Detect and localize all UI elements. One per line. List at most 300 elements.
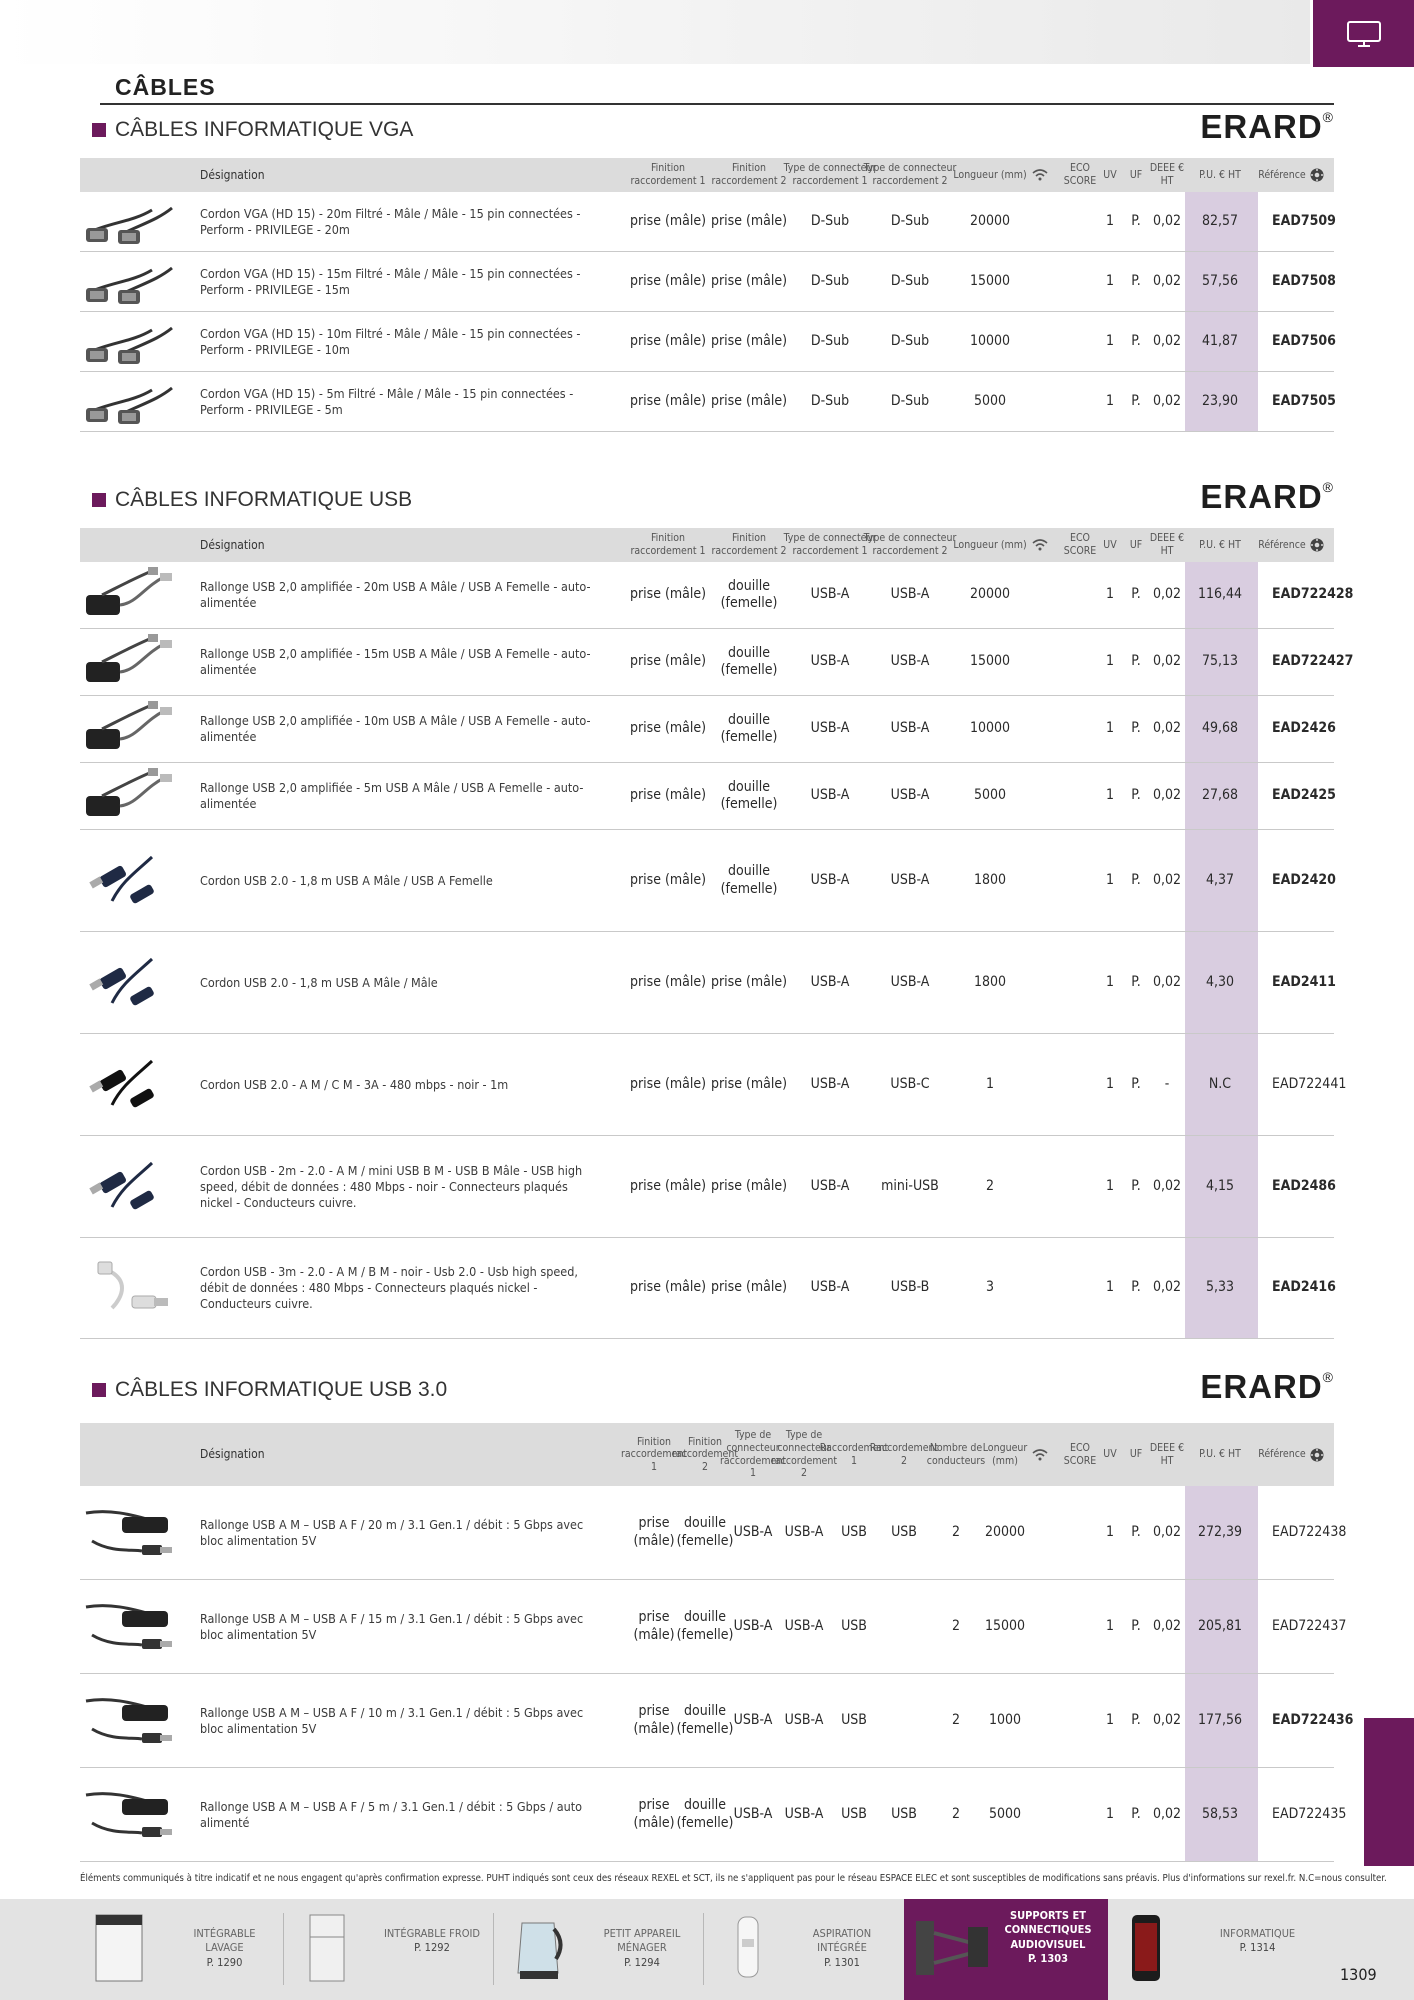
column-header: DEEE € HT xyxy=(1149,532,1185,557)
brand-logo xyxy=(1200,478,1334,516)
cell-uf: P. xyxy=(1131,1805,1141,1822)
cell-f1: prise (mâle) xyxy=(629,1075,707,1092)
cell-t2: USB-A xyxy=(890,586,930,603)
cell-f1: prise (mâle) xyxy=(629,272,707,289)
cell-t2: USB-A xyxy=(890,653,930,670)
cell-designation: Cordon USB 2.0 - A M / C M - 3A - 480 mbps - noir - 1m xyxy=(200,1076,509,1092)
cell-r2: USB xyxy=(891,1523,917,1540)
cell-len: 3 xyxy=(985,1279,994,1296)
cell-f2: prise (mâle) xyxy=(710,1075,788,1092)
section-marker xyxy=(92,493,106,507)
kettle-icon xyxy=(514,1913,566,1985)
cell-f1: prise (mâle) xyxy=(633,1703,675,1737)
cell-uf: P. xyxy=(1131,973,1141,990)
column-header: Finition raccordement 2 xyxy=(671,1435,739,1473)
cell-ref: EAD722441 xyxy=(1272,1075,1347,1092)
cell-f1: prise (mâle) xyxy=(629,392,707,409)
section-title-text: CÂBLES INFORMATIQUE USB 3.0 xyxy=(115,1378,448,1401)
section-title xyxy=(92,488,412,512)
product-image xyxy=(80,696,180,762)
cable-thumbnail xyxy=(82,1785,178,1845)
cable-thumbnail xyxy=(82,766,178,826)
cell-t1: USB-A xyxy=(810,720,850,737)
section-1 xyxy=(80,110,1334,432)
cell-price: 4,37 xyxy=(1205,871,1235,888)
column-header: UF xyxy=(1129,1448,1143,1461)
cell-price: N.C xyxy=(1208,1075,1232,1092)
column-header: Désignation xyxy=(200,1447,265,1462)
cable-thumbnail xyxy=(82,1258,178,1318)
table-row[interactable] xyxy=(80,312,1334,372)
cell-t2: USB-A xyxy=(890,720,930,737)
phone-icon xyxy=(1122,1913,1174,1985)
cell-f2: douille (femelle) xyxy=(720,644,778,678)
cell-uv: 1 xyxy=(1105,787,1114,804)
column-header: Finition raccordement 2 xyxy=(711,162,787,187)
cell-deee: 0,02 xyxy=(1152,1177,1182,1194)
table-header xyxy=(80,1423,1334,1486)
cable-thumbnail xyxy=(82,252,178,312)
cable-thumbnail xyxy=(82,1157,178,1217)
category-tab[interactable] xyxy=(1313,0,1414,67)
wifi-icon xyxy=(1020,528,1060,562)
cell-t1: USB-A xyxy=(733,1805,773,1822)
table-row[interactable] xyxy=(80,696,1334,763)
brand-logo xyxy=(1200,108,1334,146)
table-row[interactable] xyxy=(80,1136,1334,1238)
nav-item-title: SUPPORTS ET CONNECTIQUES AUDIOVISUEL xyxy=(1004,1909,1092,1951)
nav-item-6[interactable] xyxy=(1108,1899,1318,2000)
nav-item-title: INTÉGRABLE LAVAGE xyxy=(193,1927,256,1955)
product-image xyxy=(80,562,180,628)
cell-ref: EAD7506 xyxy=(1272,332,1336,349)
cell-t2: USB-A xyxy=(784,1711,824,1728)
cell-designation: Rallonge USB A M – USB A F / 20 m / 3.1 Gen.1 / débit : 5 Gbps avec bloc alimentation 5V xyxy=(200,1516,584,1548)
cell-price: 23,90 xyxy=(1201,392,1239,409)
cell-f1: prise (mâle) xyxy=(629,720,707,737)
brand-name: ERARD xyxy=(1200,108,1323,145)
column-header: Type de connecteur raccordement 1 xyxy=(783,162,877,187)
cell-f1: prise (mâle) xyxy=(629,586,707,603)
cell-deee: 0,02 xyxy=(1152,1617,1182,1634)
cell-t1: USB-A xyxy=(810,586,850,603)
cell-f2: prise (mâle) xyxy=(710,272,788,289)
column-header: Finition raccordement 1 xyxy=(630,532,706,557)
section-header xyxy=(80,480,1334,520)
cell-deee: - xyxy=(1164,1075,1170,1092)
nav-item-2[interactable] xyxy=(290,1899,490,2000)
section-3 xyxy=(80,1368,1354,1862)
cell-deee: 0,02 xyxy=(1152,332,1182,349)
nav-item-page: P. 1290 xyxy=(206,1955,243,1969)
cell-price: 5,33 xyxy=(1205,1279,1235,1296)
product-image xyxy=(80,252,180,311)
cable-thumbnail xyxy=(82,1691,178,1751)
cell-t2: D-Sub xyxy=(890,272,930,289)
cell-uf: P. xyxy=(1131,272,1141,289)
product-image xyxy=(80,1238,180,1338)
cell-f1: prise (mâle) xyxy=(629,332,707,349)
cell-len: 5000 xyxy=(988,1805,1022,1822)
brand-registered-mark: ® xyxy=(1322,479,1334,495)
table-row[interactable] xyxy=(80,1238,1334,1339)
cell-designation: Rallonge USB 2,0 amplifiée - 15m USB A Mâle / USB A Femelle - auto-alimentée xyxy=(200,646,591,677)
cell-uv: 1 xyxy=(1105,1711,1114,1728)
gear-icon xyxy=(1300,528,1334,562)
cell-designation: Rallonge USB A M – USB A F / 5 m / 3.1 Gen.1 / débit : 5 Gbps / auto alimenté xyxy=(200,1798,582,1830)
section-title-text: CÂBLES INFORMATIQUE VGA xyxy=(115,118,414,141)
cell-uv: 1 xyxy=(1105,586,1114,603)
cell-ref: EAD722427 xyxy=(1272,653,1354,670)
table-row[interactable] xyxy=(80,1486,1347,1580)
cell-len: 20000 xyxy=(984,1523,1026,1540)
column-header: Désignation xyxy=(200,167,265,182)
product-image xyxy=(80,932,180,1033)
column-header: P.U. € HT xyxy=(1199,168,1241,181)
table-header xyxy=(80,528,1334,562)
cell-designation: Cordon VGA (HD 15) - 10m Filtré - Mâle / Mâle - 15 pin connectées - Perform - PRIVILEGE - 10m xyxy=(200,325,581,357)
cell-f2: douille (femelle) xyxy=(676,1609,734,1643)
cell-uf: P. xyxy=(1131,1177,1141,1194)
cell-len: 5000 xyxy=(973,392,1007,409)
cell-f1: prise (mâle) xyxy=(633,1797,675,1831)
cell-len: 1800 xyxy=(973,973,1007,990)
cell-len: 1 xyxy=(985,1075,994,1092)
cell-deee: 0,02 xyxy=(1152,720,1182,737)
cell-f2: prise (mâle) xyxy=(710,212,788,229)
cell-ref: EAD2486 xyxy=(1272,1177,1336,1194)
section-marker xyxy=(92,1383,106,1397)
cell-f2: prise (mâle) xyxy=(710,1279,788,1296)
cell-deee: 0,02 xyxy=(1152,787,1182,804)
nav-item-page: P. 1303 xyxy=(1028,1951,1068,1965)
cell-uv: 1 xyxy=(1105,1523,1114,1540)
gear-icon xyxy=(1300,158,1334,192)
cell-len: 2 xyxy=(985,1177,994,1194)
section-header xyxy=(80,1370,1334,1410)
nav-separator xyxy=(283,1913,284,1985)
cell-f1: prise (mâle) xyxy=(629,212,707,229)
cell-deee: 0,02 xyxy=(1152,871,1182,888)
column-header: Finition raccordement 1 xyxy=(630,162,706,187)
cell-price: 4,15 xyxy=(1205,1177,1235,1194)
cell-len: 20000 xyxy=(969,586,1011,603)
cell-t1: USB-A xyxy=(810,973,850,990)
cell-f2: douille (femelle) xyxy=(720,711,778,745)
cell-ref: EAD722428 xyxy=(1272,586,1354,603)
table-row[interactable] xyxy=(80,763,1334,830)
cell-uf: P. xyxy=(1131,586,1141,603)
nav-item-4[interactable] xyxy=(710,1899,900,2000)
nav-separator xyxy=(493,1913,494,1985)
table-row[interactable] xyxy=(80,1674,1354,1768)
cell-uf: P. xyxy=(1131,332,1141,349)
side-tab[interactable] xyxy=(1364,1718,1414,1866)
table-row[interactable] xyxy=(80,932,1334,1034)
cell-t2: D-Sub xyxy=(890,332,930,349)
column-header: UV xyxy=(1103,168,1117,181)
cell-uv: 1 xyxy=(1105,653,1114,670)
cell-t1: D-Sub xyxy=(810,272,850,289)
bottom-navigation xyxy=(0,1899,1414,2000)
cell-ref: EAD2420 xyxy=(1272,871,1336,888)
cell-t1: USB-A xyxy=(810,653,850,670)
product-image xyxy=(80,192,180,251)
cell-uf: P. xyxy=(1131,1711,1141,1728)
cell-len: 10000 xyxy=(969,720,1011,737)
cell-f2: prise (mâle) xyxy=(710,332,788,349)
nav-item-title: PETIT APPAREIL MÉNAGER xyxy=(603,1927,681,1955)
column-header: Référence xyxy=(1258,168,1306,181)
disclaimer-text: Éléments communiqués à titre indicatif et ne nous engagent qu'après confirmation expresse. PUHT indiqués sont ceux des réseaux REXEL et SCT, ils ne s'appliquent pas pour le réseau ESPACE ELEC et sont susceptibles de modifications sans préavis. Plus d'informations sur rexel.fr. N.C=nous consulter. xyxy=(80,1873,1387,1884)
cell-t2: USB-A xyxy=(784,1617,824,1634)
cell-len: 10000 xyxy=(969,332,1011,349)
wifi-icon xyxy=(1020,1423,1060,1486)
column-header: P.U. € HT xyxy=(1199,538,1241,551)
cell-ref: EAD7509 xyxy=(1272,212,1336,229)
cell-designation: Cordon USB 2.0 - 1,8 m USB A Mâle / Mâle xyxy=(200,974,438,990)
cell-f1: prise (mâle) xyxy=(633,1609,675,1643)
cell-t2: mini-USB xyxy=(881,1177,939,1194)
gear-icon xyxy=(1300,1423,1334,1486)
nav-item-title: INFORMATIQUE xyxy=(1219,1927,1296,1940)
column-header: UV xyxy=(1103,538,1117,551)
column-header: Nombre de conducteurs xyxy=(926,1441,986,1467)
cell-uv: 1 xyxy=(1105,1279,1114,1296)
cell-f2: prise (mâle) xyxy=(710,392,788,409)
page-number: 1309 xyxy=(1340,1965,1377,1984)
cable-thumbnail xyxy=(82,565,178,625)
cell-len: 15000 xyxy=(984,1617,1026,1634)
nav-item-5[interactable] xyxy=(904,1899,1108,2000)
column-header: Raccordement 2 xyxy=(869,1441,939,1467)
cell-t1: D-Sub xyxy=(810,212,850,229)
table-row[interactable] xyxy=(80,830,1334,932)
nav-item-page: P. 1294 xyxy=(624,1955,660,1969)
cable-thumbnail xyxy=(82,1503,178,1563)
cell-f2: douille (femelle) xyxy=(676,1515,734,1549)
cell-len: 1800 xyxy=(973,871,1007,888)
cell-price: 82,57 xyxy=(1201,212,1239,229)
cell-f2: douille (femelle) xyxy=(720,863,778,897)
dishwasher-icon xyxy=(94,1913,146,1985)
monitor-icon xyxy=(1346,20,1382,48)
nav-item-label xyxy=(994,1909,1102,1966)
column-header: UF xyxy=(1129,168,1143,181)
column-header: Référence xyxy=(1258,1448,1306,1461)
cell-len: 5000 xyxy=(973,787,1007,804)
column-header: Longueur (mm) xyxy=(953,538,1027,551)
cell-f1: prise (mâle) xyxy=(629,1279,707,1296)
column-header: Référence xyxy=(1258,538,1306,551)
tv-mount-icon xyxy=(912,1913,992,1985)
cell-uv: 1 xyxy=(1105,392,1114,409)
table-row[interactable] xyxy=(80,1580,1347,1674)
section-marker xyxy=(92,123,106,137)
section-header xyxy=(80,110,1334,150)
cell-f1: prise (mâle) xyxy=(629,653,707,670)
table-row[interactable] xyxy=(80,372,1334,432)
product-image xyxy=(80,830,180,931)
cell-uf: P. xyxy=(1131,1617,1141,1634)
nav-item-1[interactable] xyxy=(80,1899,280,2000)
brand-name: ERARD xyxy=(1200,1368,1323,1405)
cell-r1: USB xyxy=(841,1617,867,1634)
column-header: P.U. € HT xyxy=(1199,1448,1241,1461)
cell-t1: D-Sub xyxy=(810,392,850,409)
cell-deee: 0,02 xyxy=(1152,1523,1182,1540)
cell-f2: douille (femelle) xyxy=(720,778,778,812)
cable-thumbnail xyxy=(82,372,178,432)
cell-deee: 0,02 xyxy=(1152,1805,1182,1822)
cell-ref: EAD722437 xyxy=(1272,1617,1347,1634)
product-image xyxy=(80,312,180,371)
cell-deee: 0,02 xyxy=(1152,272,1182,289)
cell-ref: EAD2425 xyxy=(1272,787,1336,804)
cell-designation: Cordon VGA (HD 15) - 15m Filtré - Mâle / Mâle - 15 pin connectées - Perform - PRIVILEGE - 15m xyxy=(200,265,581,297)
cable-thumbnail xyxy=(82,699,178,759)
section-title xyxy=(92,1378,447,1402)
cell-f2: douille (femelle) xyxy=(720,577,778,611)
column-header: Type de connecteur raccordement 2 xyxy=(770,1429,838,1480)
cell-t1: USB-A xyxy=(733,1523,773,1540)
cell-uv: 1 xyxy=(1105,212,1114,229)
cell-t1: USB-A xyxy=(810,1075,850,1092)
nav-item-title: ASPIRATION INTÉGRÉE xyxy=(812,1927,872,1955)
column-header-eco-score: ECO SCORE xyxy=(1063,532,1097,557)
cell-t1: USB-A xyxy=(733,1617,773,1634)
cell-price: 57,56 xyxy=(1201,272,1239,289)
cell-uv: 1 xyxy=(1105,272,1114,289)
cell-deee: 0,02 xyxy=(1152,586,1182,603)
cell-t1: USB-A xyxy=(733,1711,773,1728)
cell-f2: prise (mâle) xyxy=(710,1177,788,1194)
cell-f2: douille (femelle) xyxy=(676,1703,734,1737)
column-header-eco-score: ECO SCORE xyxy=(1063,162,1097,187)
table-row[interactable] xyxy=(80,252,1334,312)
cell-uv: 1 xyxy=(1105,973,1114,990)
section-2 xyxy=(80,478,1354,1339)
nav-separator xyxy=(703,1913,704,1985)
nav-item-page: P. 1314 xyxy=(1239,1941,1276,1955)
nav-item-label xyxy=(1203,1927,1312,1956)
nav-item-title: INTÉGRABLE FROID xyxy=(383,1927,481,1940)
cell-len: 20000 xyxy=(969,212,1011,229)
cell-designation: Cordon VGA (HD 15) - 20m Filtré - Mâle / Mâle - 15 pin connectées - Perform - PRIVILEGE - 20m xyxy=(200,205,581,237)
table-row[interactable] xyxy=(80,1768,1347,1862)
cell-uf: P. xyxy=(1131,871,1141,888)
cable-thumbnail xyxy=(82,632,178,692)
cell-t1: USB-A xyxy=(810,787,850,804)
cable-thumbnail xyxy=(82,1597,178,1657)
cell-deee: 0,02 xyxy=(1152,212,1182,229)
cell-f1: prise (mâle) xyxy=(629,1177,707,1194)
cell-price: 205,81 xyxy=(1197,1617,1243,1634)
brand-name: ERARD xyxy=(1200,478,1323,515)
cell-designation: Cordon USB - 3m - 2.0 - A M / B M - noir - Usb 2.0 - Usb high speed, débit de données : 480 Mbps - Connecteurs plaqués nickel - Conducteurs cuivre. xyxy=(200,1264,578,1311)
cell-deee: 0,02 xyxy=(1152,653,1182,670)
cell-designation: Cordon USB 2.0 - 1,8 m USB A Mâle / USB A Femelle xyxy=(200,872,493,888)
cell-designation: Cordon VGA (HD 15) - 5m Filtré - Mâle / Mâle - 15 pin connectées - Perform - PRIVILEGE - 5m xyxy=(200,385,574,417)
nav-item-label xyxy=(175,1927,274,1970)
section-title xyxy=(92,118,413,142)
section-title-text: CÂBLES INFORMATIQUE USB xyxy=(115,488,413,511)
fridge-icon xyxy=(304,1913,356,1985)
cell-nb: 2 xyxy=(951,1523,960,1540)
nav-item-page: P. 1301 xyxy=(824,1955,860,1969)
cell-f1: prise (mâle) xyxy=(629,973,707,990)
cell-t1: D-Sub xyxy=(810,332,850,349)
cell-f1: prise (mâle) xyxy=(629,871,707,888)
cell-uf: P. xyxy=(1131,1523,1141,1540)
column-header: DEEE € HT xyxy=(1149,1441,1185,1467)
cell-uf: P. xyxy=(1131,212,1141,229)
cell-f1: prise (mâle) xyxy=(629,787,707,804)
cell-t2: D-Sub xyxy=(890,392,930,409)
cell-uv: 1 xyxy=(1105,1805,1114,1822)
cell-nb: 2 xyxy=(951,1805,960,1822)
column-header: Raccordement 1 xyxy=(819,1441,889,1467)
cell-deee: 0,02 xyxy=(1152,392,1182,409)
column-header-eco-score: ECO SCORE xyxy=(1063,1441,1097,1467)
column-header: Longueur (mm) xyxy=(982,1441,1028,1467)
cell-t1: USB-A xyxy=(810,1279,850,1296)
cell-t1: USB-A xyxy=(810,1177,850,1194)
cell-ref: EAD2426 xyxy=(1272,720,1336,737)
column-header: Type de connecteur raccordement 2 xyxy=(863,532,957,557)
cell-uv: 1 xyxy=(1105,1617,1114,1634)
brand-logo xyxy=(1200,1368,1334,1406)
cell-designation: Rallonge USB 2,0 amplifiée - 5m USB A Mâle / USB A Femelle - auto-alimentée xyxy=(200,780,584,811)
nav-item-3[interactable] xyxy=(500,1899,700,2000)
cell-ref: EAD7508 xyxy=(1272,272,1336,289)
cell-uf: P. xyxy=(1131,392,1141,409)
product-image xyxy=(80,1674,180,1767)
table-header xyxy=(80,158,1334,192)
brand-registered-mark: ® xyxy=(1322,109,1334,125)
nav-item-label xyxy=(380,1927,484,1956)
cell-uv: 1 xyxy=(1105,332,1114,349)
cell-t2: USB-A xyxy=(784,1523,824,1540)
cell-price: 272,39 xyxy=(1197,1523,1243,1540)
cell-uf: P. xyxy=(1131,1279,1141,1296)
cell-nb: 2 xyxy=(951,1711,960,1728)
cell-designation: Cordon USB - 2m - 2.0 - A M / mini USB B M - USB B Mâle - USB high speed, débit de données : 480 Mbps - noir - Connecteurs plaqués nickel - Conducteurs cuivre. xyxy=(200,1162,583,1210)
cell-t2: USB-A xyxy=(890,787,930,804)
cell-price: 177,56 xyxy=(1197,1711,1243,1728)
wifi-icon xyxy=(1020,158,1060,192)
cell-designation: Rallonge USB A M – USB A F / 15 m / 3.1 Gen.1 / débit : 5 Gbps avec bloc alimentation 5V xyxy=(200,1610,584,1642)
cable-thumbnail xyxy=(82,312,178,372)
product-image xyxy=(80,1034,180,1135)
column-header: UV xyxy=(1103,1448,1117,1461)
cell-len: 1000 xyxy=(988,1711,1022,1728)
table-row[interactable] xyxy=(80,192,1334,252)
column-header: Finition raccordement 1 xyxy=(620,1435,688,1473)
table-row[interactable] xyxy=(80,562,1354,629)
cell-designation: Rallonge USB 2,0 amplifiée - 10m USB A Mâle / USB A Femelle - auto-alimentée xyxy=(200,713,591,744)
product-image xyxy=(80,1486,180,1579)
table-row[interactable] xyxy=(80,629,1354,696)
cell-uf: P. xyxy=(1131,720,1141,737)
cell-deee: 0,02 xyxy=(1152,1711,1182,1728)
top-band xyxy=(0,0,1310,64)
table-row[interactable] xyxy=(80,1034,1347,1136)
cell-price: 41,87 xyxy=(1201,332,1239,349)
brand-registered-mark: ® xyxy=(1322,1369,1334,1385)
cell-r1: USB xyxy=(841,1711,867,1728)
cell-price: 4,30 xyxy=(1205,973,1235,990)
